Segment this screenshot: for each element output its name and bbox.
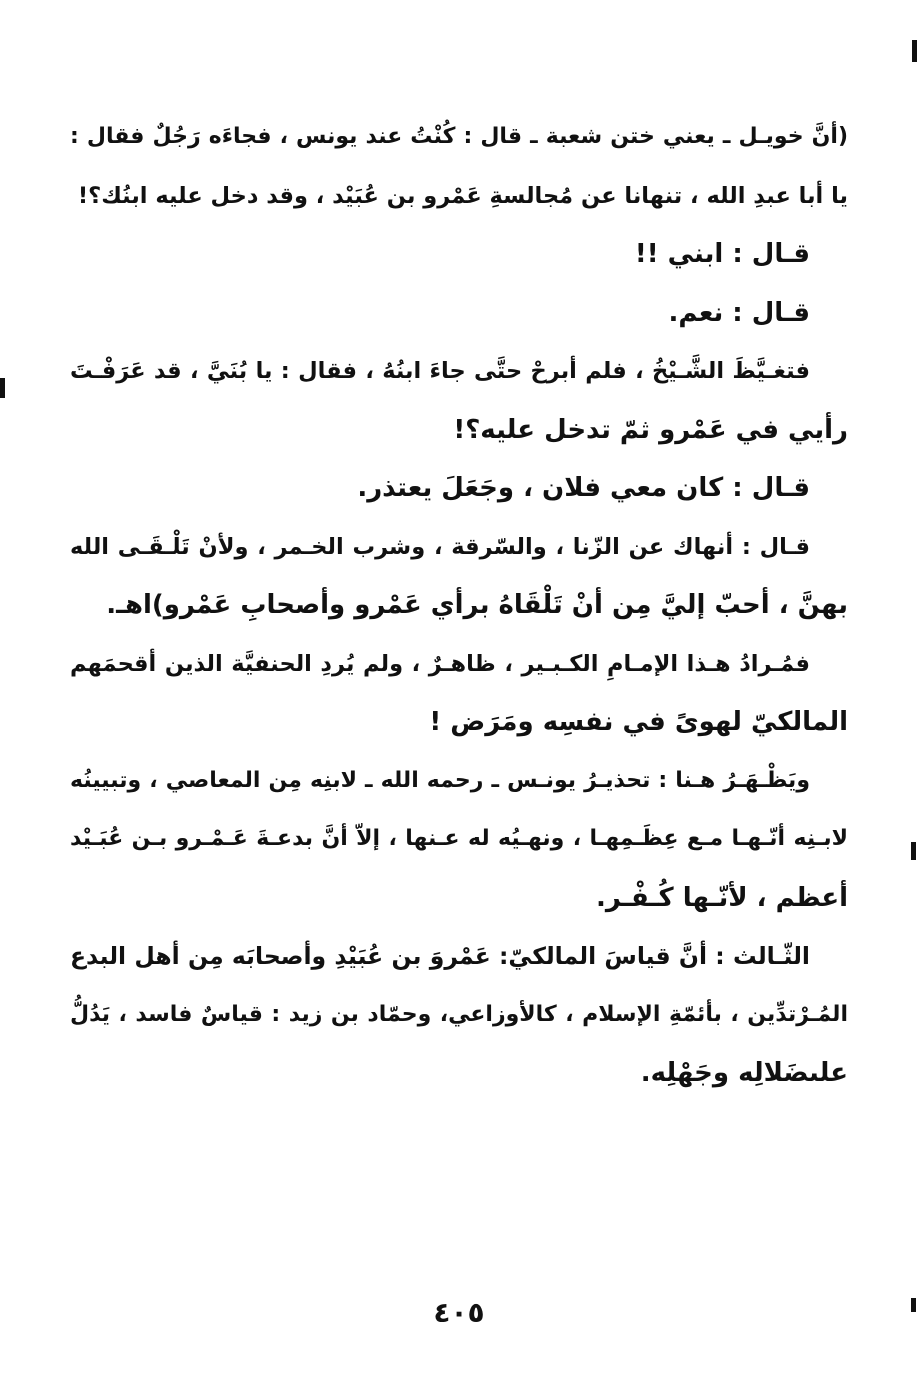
scan-edge-mark — [912, 40, 917, 62]
text-line: لابـنِه أنّـهـا مـع عِظَـمِهـا ، ونهـيُه له عـنها ، إلاّ أنَّ بدعـةَ عَـمْـرو بـن عُبَـيْد — [70, 826, 848, 851]
text-line: الثّـالث : أنَّ قياسَ المالكيّ: عَمْروَ بن عُبَيْدِ وأصحابَه مِن أهل البدع — [70, 942, 810, 970]
text-line: قـال : نعم. — [668, 297, 810, 328]
text-line: المالكيّ لهوىً في نفسِه ومَرَض ! — [429, 707, 848, 737]
text-line: بهنَّ ، أحبّ إليَّ مِن أنْ تَلْقَاهُ برأي عَمْرو وأصحابِ عَمْرو)اهـ. — [106, 590, 848, 620]
text-line: فمُـرادُ هـذا الإمـامِ الكـبـير ، ظاهـرٌ ، ولم يُردِ الحنفيَّة الذين أقحمَهم — [70, 650, 810, 677]
text-line: قـال : كان معي فلان ، وجَعَلَ يعتذر. — [357, 473, 810, 503]
page-number: ٤٠٥ — [433, 1296, 485, 1329]
text-line: يا أبا عبدِ الله ، تنهانا عن مُجالسةِ عَمْرو بن عُبَيْد ، وقد دخل عليه ابنُك؟! — [77, 182, 848, 209]
text-line: رأيي في عَمْرو ثمّ تدخل عليه؟! — [453, 414, 848, 445]
text-line: قـال : أنهاك عن الزّنا ، والسّرقة ، وشرب الخـمر ، ولأنْ تَلْـقَـى الله — [70, 533, 810, 560]
scan-edge-mark — [0, 378, 5, 398]
text-line: قـال : ابني !! — [634, 239, 810, 269]
scan-edge-mark — [911, 842, 916, 860]
body-text — [70, 108, 848, 1103]
text-line: فتغـيَّظَ الشَّـيْخُ ، فلم أبرحْ حتَّى جاءَ ابنُهُ ، فقال : يا بُنَيَّ ، قد عَرَفْـتَ — [70, 358, 810, 384]
text-line: المُـرْتدِّين ، بأئمّةِ الإسلام ، كالأوزاعي، وحمّاد بن زيد : قياسٌ فاسد ، يَدُلُّ — [70, 1001, 848, 1027]
text-line: علىضَلالِه وجَهْلِه. — [640, 1058, 848, 1088]
text-line: أعظم ، لأنّـها كُـفْـر. — [595, 882, 848, 913]
text-line: (أنَّ خويـل ـ يعني ختن شعبة ـ قال : كُنْتُ عند يونس ، فجاءَه رَجُلٌ فقال : — [70, 124, 848, 149]
text-line: ويَظْـهَـرُ هـنا : تحذيـرُ يونـس ـ رحمه الله ـ لابنِه مِن المعاصي ، وتبيينُه — [70, 767, 810, 793]
